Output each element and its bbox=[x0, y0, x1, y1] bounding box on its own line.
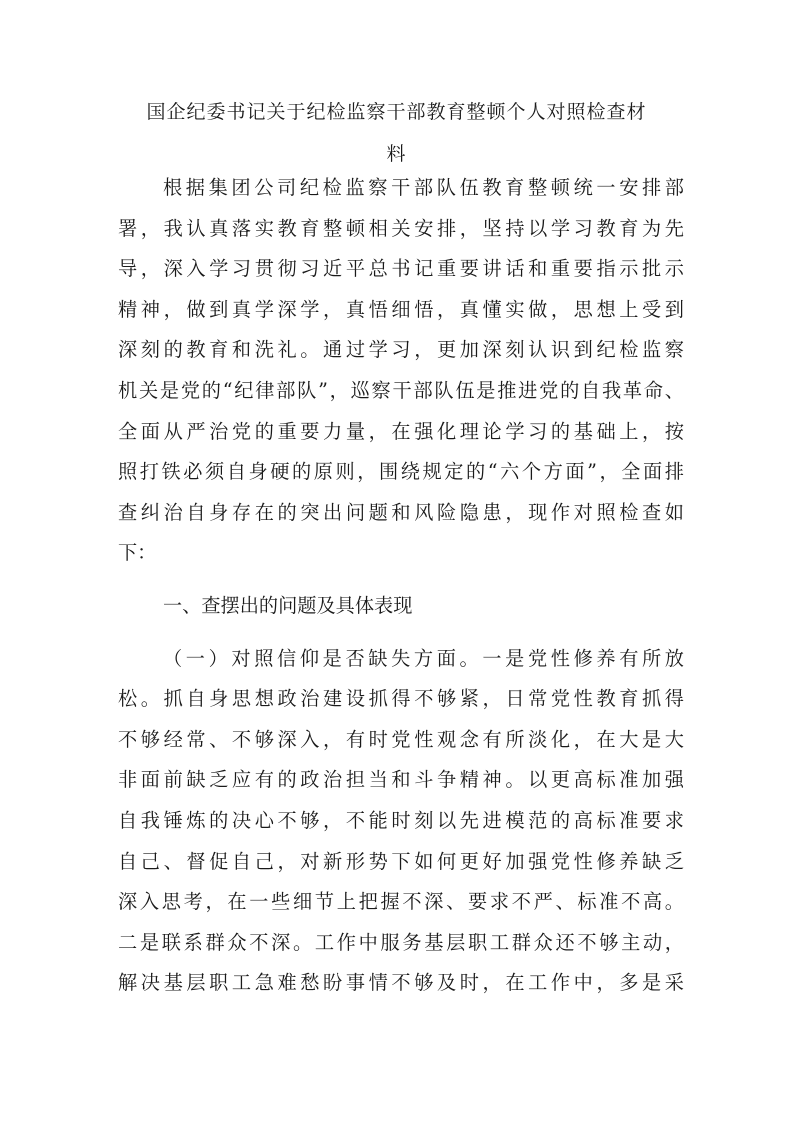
paragraph-intro bbox=[118, 168, 684, 574]
section-heading bbox=[118, 586, 684, 627]
section-heading-text: 一、查摆出的问题及具体表现 bbox=[163, 593, 413, 617]
paragraph-line: 下： bbox=[118, 541, 157, 565]
paragraph-line: 深入思考，在一些细节上把握不深、要求不严、标准不高。 bbox=[118, 890, 684, 914]
paragraph-line: 自我锤炼的决心不够，不能时刻以先进模范的高标准要求 bbox=[118, 808, 684, 832]
paragraph-line: 署，我认真落实教育整顿相关安排，坚持以学习教育为先 bbox=[118, 216, 684, 240]
paragraph-line: 精神，做到真学深学，真悟细悟，真懂实做，思想上受到 bbox=[118, 297, 684, 321]
paragraph-line: 照打铁必须自身硬的原则，围绕规定的“六个方面”，全面排 bbox=[118, 460, 684, 484]
document-title-line-1: 国企纪委书记关于纪检监察干部教育整顿个人对照检查材 bbox=[146, 101, 647, 123]
paragraph-line: 解决基层职工急难愁盼事情不够及时，在工作中，多是采 bbox=[118, 971, 684, 995]
paragraph-line: 深刻的教育和洗礼。通过学习，更加深刻认识到纪检监察 bbox=[118, 338, 684, 362]
paragraph-belief bbox=[118, 639, 684, 1004]
paragraph-line: 不够经常、不够深入，有时党性观念有所淡化，在大是大 bbox=[118, 727, 684, 751]
paragraph-line: 查纠治自身存在的突出问题和风险隐患，现作对照检查如 bbox=[118, 500, 684, 524]
paragraph-line: 导，深入学习贯彻习近平总书记重要讲话和重要指示批示 bbox=[118, 257, 684, 281]
paragraph-line: 二是联系群众不深。工作中服务基层职工群众还不够主动， bbox=[118, 930, 684, 954]
paragraph-line: （一）对照信仰是否缺失方面。一是党性修养有所放 bbox=[163, 646, 684, 670]
paragraph-line: 非面前缺乏应有的政治担当和斗争精神。以更高标准加强 bbox=[118, 768, 684, 792]
paragraph-line: 松。抓自身思想政治建设抓得不够紧，日常党性教育抓得 bbox=[118, 687, 684, 711]
paragraph-line: 自己、督促自己，对新形势下如何更好加强党性修养缺乏 bbox=[118, 849, 684, 873]
document-title-line-2: 料 bbox=[386, 143, 407, 165]
paragraph-line: 全面从严治党的重要力量，在强化理论学习的基础上，按 bbox=[118, 419, 684, 443]
paragraph-line: 根据集团公司纪检监察干部队伍教育整顿统一安排部 bbox=[163, 176, 684, 199]
document-body bbox=[118, 168, 684, 1004]
paragraph-line: 机关是党的“纪律部队”，巡察干部队伍是推进党的自我革命、 bbox=[118, 378, 684, 402]
